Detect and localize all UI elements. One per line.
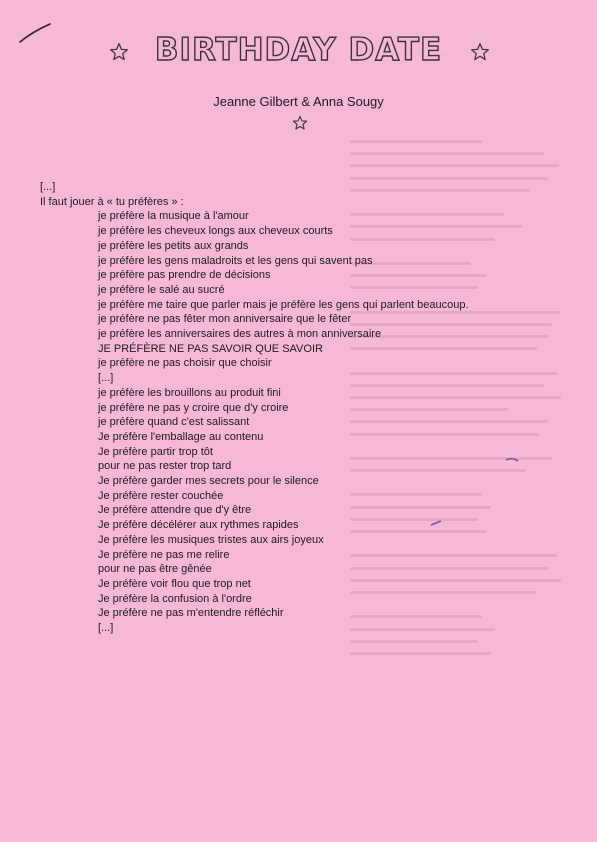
poem-line: Je préfère rester couchée (98, 489, 224, 502)
poem-intro: Il faut jouer à « tu préfères » : (40, 195, 184, 208)
poem-line: je préfère me taire que parler mais je préfère les gens qui parlent beaucoup. (98, 298, 469, 311)
poem-line: je préfère ne pas fêter mon anniversaire que le fêter (98, 313, 352, 326)
poem-line: je préfère le salé au sucré (98, 283, 225, 296)
poem-line: Je préfère les musiques tristes aux airs joyeux (98, 533, 324, 546)
poem-line: [...] (98, 622, 114, 635)
star-icon (470, 42, 490, 62)
poem-line: Je préfère la confusion à l'ordre (98, 592, 252, 605)
poem-line: je préfère les petits aux grands (98, 239, 249, 252)
poem-line: Je préfère attendre que d'y être (98, 504, 252, 517)
poem-line: je préfère les cheveux longs aux cheveux courts (98, 225, 333, 238)
poem-line: Je préfère décélérer aux rythmes rapides (98, 519, 299, 532)
poem-line: je préfère les anniversaires des autres à mon anniversaire (98, 328, 382, 341)
page-title: BIRTHDAY DATE (154, 32, 443, 68)
poem-line: Je préfère garder mes secrets pour le silence (98, 475, 319, 488)
poem-line: Je préfère l'emballage au contenu (98, 430, 264, 443)
poem-line: [...] (98, 372, 114, 385)
title-row (0, 30, 597, 80)
poem-line: je préfère les gens maladroits et les gens qui savent pas (98, 254, 373, 267)
poem-excerpt (40, 180, 560, 636)
poem-line: Je préfère ne pas m'entendre réfléchir (98, 607, 284, 620)
poem-line: je préfère la musique à l'amour (98, 210, 249, 223)
poem-line: je préfère quand c'est salissant (98, 416, 250, 429)
poem-line: pour ne pas rester trop tard (98, 460, 232, 473)
poem-line: pour ne pas être gênée (98, 563, 212, 576)
poem-line: Je préfère voir flou que trop net (98, 577, 251, 590)
authors: Jeanne Gilbert & Anna Sougy (213, 94, 384, 109)
poem-line: je préfère les brouillons au produit fini (98, 386, 281, 399)
star-icon (292, 115, 308, 131)
poem-line: Je préfère ne pas me relire (98, 548, 230, 561)
poem-line: je préfère pas prendre de décisions (98, 269, 271, 282)
poem-line: je préfère ne pas choisir que choisir (98, 357, 272, 370)
poem-line: je préfère ne pas y croire que d'y croire (98, 401, 289, 414)
poem-line: Je préfère partir trop tôt (98, 445, 213, 458)
poem-opening: [...] (40, 181, 56, 193)
poem-line: JE PRÉFÈRE NE PAS SAVOIR QUE SAVOIR (98, 342, 323, 355)
